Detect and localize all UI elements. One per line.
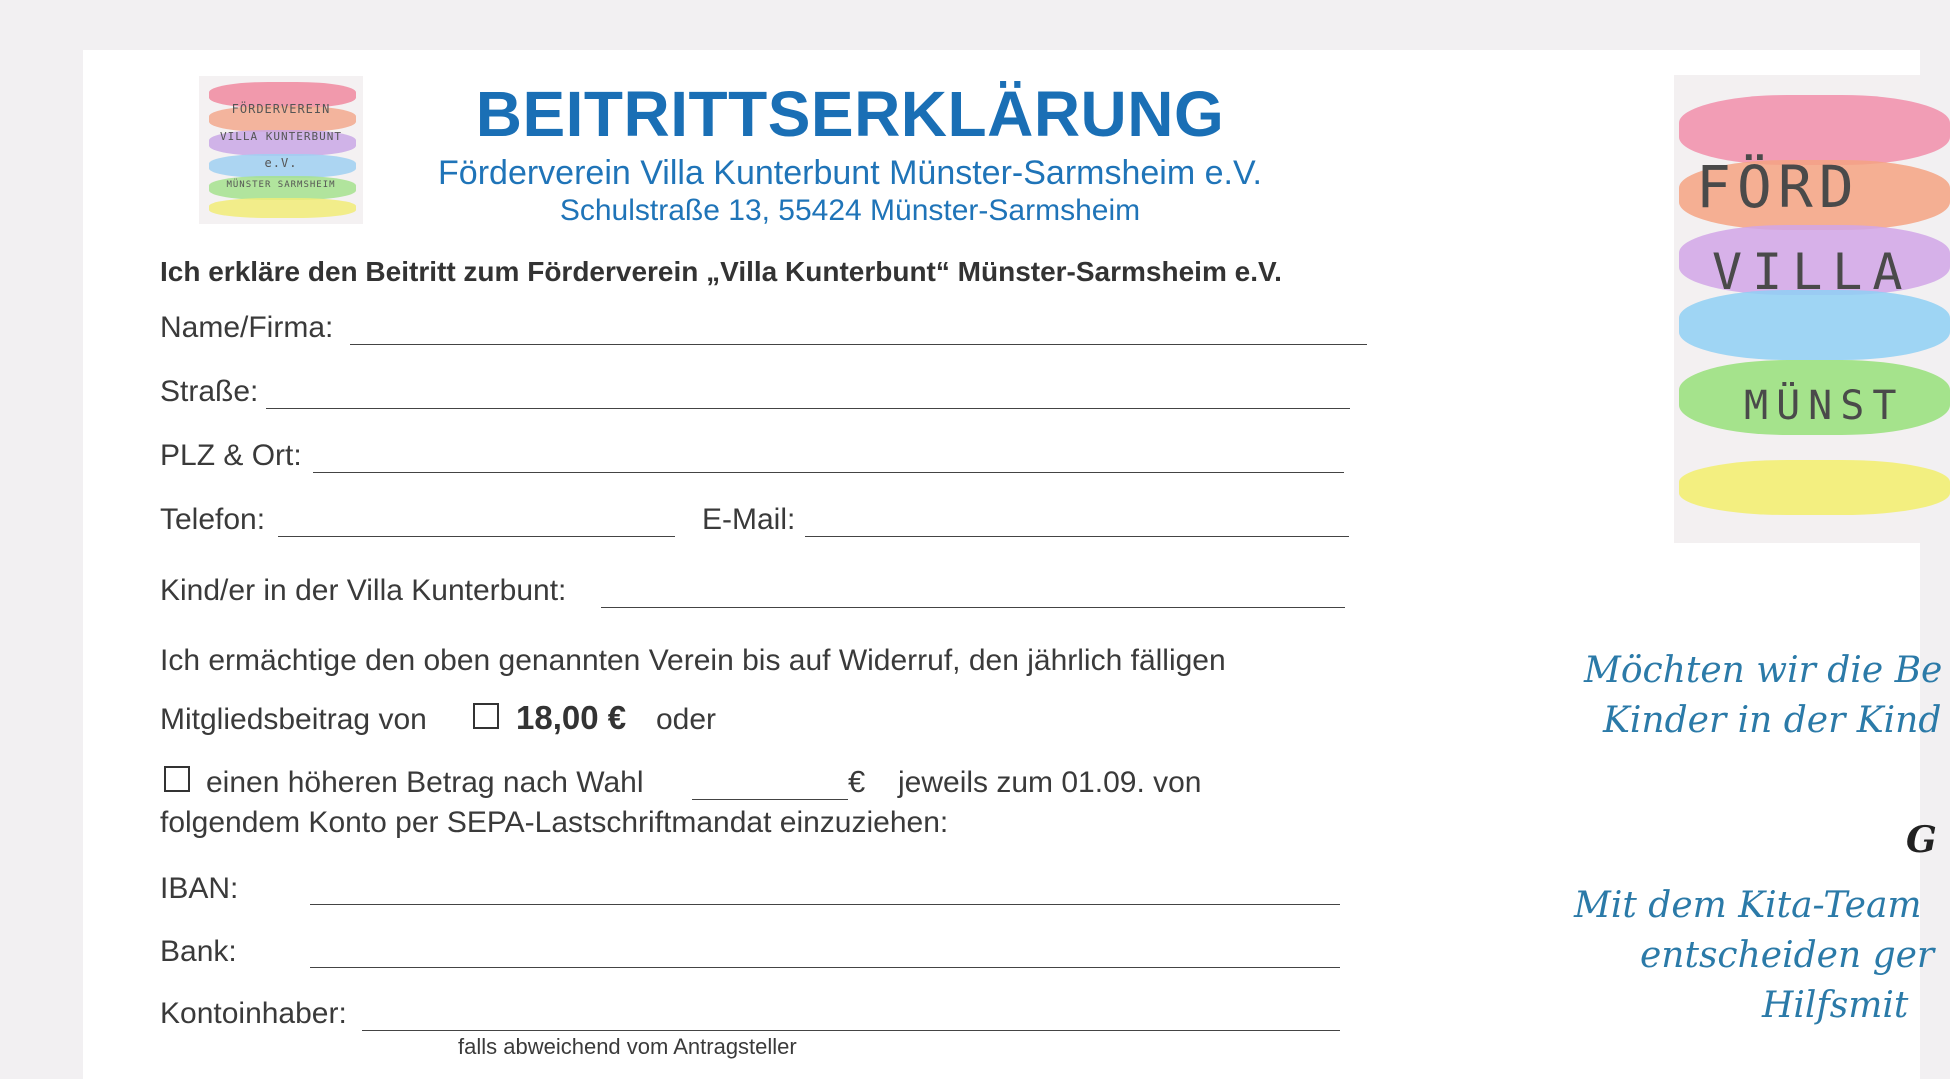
account-holder-note: falls abweichend vom Antragsteller <box>458 1034 797 1059</box>
logo-text-line4: MÜNSTER SARMSHEIM <box>226 180 336 190</box>
logo-text-line3: e.V. <box>264 156 298 170</box>
bank-label: Bank: <box>160 935 237 968</box>
phone-label: Telefon: <box>160 503 266 536</box>
higher-amount-field[interactable] <box>692 799 848 800</box>
street-label: Straße: <box>160 375 259 408</box>
association-logo <box>199 76 363 224</box>
right-text-line5: entscheiden ger <box>1640 935 1935 976</box>
fee-amount: 18,00 € <box>516 699 627 736</box>
logo-text-line2: VILLA KUNTERBUNT <box>220 130 342 143</box>
iban-label: IBAN: <box>160 872 239 905</box>
children-field[interactable] <box>601 607 1345 608</box>
city-field[interactable] <box>313 472 1344 473</box>
sepa-text: folgendem Konto per SEPA-Lastschriftmandat einzuziehen: <box>160 806 949 839</box>
right-text-line1: Möchten wir die Be <box>1584 650 1943 691</box>
account-holder-label: Kontoinhaber: <box>160 997 347 1030</box>
account-holder-field[interactable] <box>362 1030 1340 1031</box>
form-title: BEITRITTSERKLÄRUNG <box>475 78 1225 150</box>
iban-field[interactable] <box>310 904 1340 905</box>
fee-higher-checkbox[interactable] <box>164 766 190 792</box>
fee-or: oder <box>656 703 717 736</box>
organization-address: Schulstraße 13, 55424 Münster-Sarmsheim <box>559 194 1141 227</box>
authorization-text: Ich ermächtige den oben genannten Verein bis auf Widerruf, den jährlich fälligen <box>160 644 1226 677</box>
euro-sign: € <box>848 764 866 799</box>
name-label: Name/Firma: <box>160 311 334 344</box>
email-field[interactable] <box>805 536 1349 537</box>
phone-field[interactable] <box>278 536 675 537</box>
street-field[interactable] <box>266 408 1350 409</box>
bank-field[interactable] <box>310 967 1340 968</box>
membership-declaration: Ich erkläre den Beitritt zum Förderverein „Villa Kunterbunt“ Münster-Sarmsheim e.V. <box>160 256 1282 287</box>
fee-prefix: Mitgliedsbeitrag von <box>160 703 427 736</box>
right-text-line3: G <box>1906 819 1937 861</box>
higher-amount-label: einen höheren Betrag nach Wahl <box>206 766 644 799</box>
association-logo-large <box>1674 75 1920 543</box>
right-text-line6: Hilfsmit <box>1762 985 1909 1026</box>
large-logo-line1: FÖRD <box>1696 153 1860 221</box>
logo-text-line1: FÖRDERVEREIN <box>231 102 331 116</box>
large-logo-line2: VILLA <box>1712 243 1913 301</box>
right-text-line4: Mit dem Kita-Team <box>1574 885 1922 926</box>
name-field[interactable] <box>350 344 1367 345</box>
children-label: Kind/er in der Villa Kunterbunt: <box>160 574 567 607</box>
email-label: E-Mail: <box>702 503 796 536</box>
large-logo-line3: MÜNST <box>1744 383 1905 429</box>
organization-name: Förderverein Villa Kunterbunt Münster-Sarmsheim e.V. <box>438 154 1262 192</box>
right-text-line2: Kinder in der Kind <box>1603 700 1942 741</box>
due-date-text: jeweils zum 01.09. von <box>898 766 1202 799</box>
fee-standard-checkbox[interactable] <box>473 703 499 729</box>
city-label: PLZ & Ort: <box>160 439 302 472</box>
